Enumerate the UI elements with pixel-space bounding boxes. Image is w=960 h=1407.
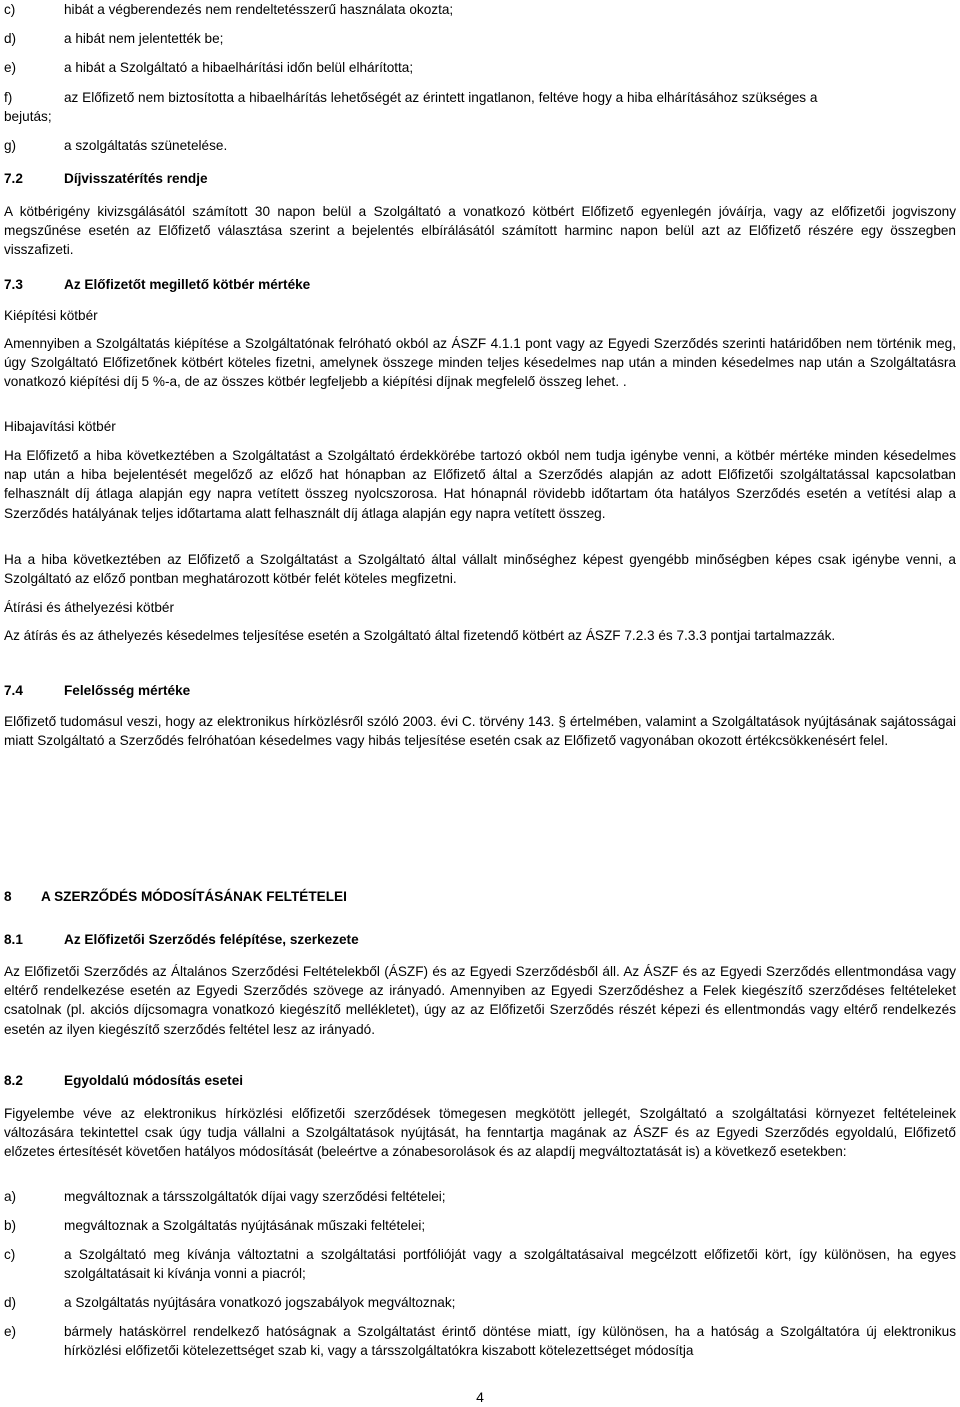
paragraph: Ha Előfizető a hiba következtében a Szolgáltatást a Szolgáltató érdekkörébe tartozó okból nem tudja igénybe venni, a kötbér mértéke minden késedelmes nap után a hiba bejelentését megelőző az előző hat hónapban az Előfizető által a Szerződés alapján az adott Előfizetői szolgáltatással kapcsolatban felhasznált díj átlaga alapján egy napra vetített összeg nyolcszorosa. Hat hónapnál rövidebb időtartam óta hatályos Szerződés esetén a vetítési alap a Szerződés hatályának teljes időtartama alatt felhasznált díj átlaga alapján egy napra vetített összeg. [4, 448, 956, 521]
subheading: Kiépítési kötbér [4, 308, 98, 323]
section-number: 7.2 [4, 171, 23, 186]
list-text: megváltoznak a Szolgáltatás nyújtásának műszaki feltételei; [64, 1218, 426, 1233]
list-marker: e) [4, 1324, 17, 1339]
list-marker: c) [4, 2, 16, 17]
list-item-f [4, 88, 956, 126]
paragraph: Előfizető tudomásul veszi, hogy az elektronikus hírközlésről szóló 2003. évi C. törvény 143. § értelmében, valamint a Szolgáltatások nyújtásának sajátosságai miatt Szolgáltató a Szerződés felróhatóan késedelmes vagy hibás teljesítése esetén csak az Előfizető vagyonában okozott értékcsökkenésért felel. [4, 714, 956, 749]
list-marker: b) [4, 1218, 17, 1233]
list-text: bármely hatáskörrel rendelkező hatóságnak a Szolgáltatást érintő döntése miatt, így különösen, ha a hatóság a Szolgáltatóra új elektronikus hírközlési előfizetői kötelezettséget szab ki, vagy a társszolgáltatókra kiszabott kötelezettséget módosítja [64, 1324, 956, 1359]
section-title: Az Előfizetőt megillető kötbér mértéke [64, 277, 311, 292]
section-title: Egyoldalú módosítás esetei [64, 1073, 244, 1088]
list-item-d [4, 29, 956, 48]
list-item-a [4, 1187, 956, 1206]
section-heading-7-3 [4, 275, 956, 294]
section-heading-7-2 [4, 169, 956, 188]
paragraph: Az Előfizetői Szerződés az Általános Szerződési Feltételekből (ÁSZF) és az Egyedi Szerződésből áll. Az ÁSZF és az Egyedi Szerződés ellentmondása vagy eltérő rendelkezése esetén az Egyedi Szerződés szövege az irányadó. Amennyiben az Egyedi Szerződéshez a Felek kiegészítő szerződéses feltételeket csatolnak (pl. akciós díjcsomagra vonatkozó kiegészítő mellékletet), úgy az az Előfizetői Szerződés részét képezi és ellentmondás vagy eltérő rendelkezés esetén az ilyen kiegészítő szerződés feltétel lesz az irányadó. [4, 964, 956, 1037]
list-text: a hibát nem jelentették be; [64, 31, 224, 46]
list-text: a szolgáltatás szünetelése. [64, 138, 228, 153]
list-text-continuation: bejutás; [4, 109, 52, 125]
list-marker: c) [4, 1247, 16, 1262]
list-marker: e) [4, 60, 17, 75]
section-title: Díjvisszatérítés rendje [64, 171, 208, 186]
list-marker: a) [4, 1189, 17, 1204]
list-text: az Előfizető nem biztosította a hibaelhárítás lehetőségét az érintett ingatlanon, feltéve hogy a hiba elhárításához szükséges a [64, 90, 818, 105]
section-number: 7.4 [4, 683, 23, 698]
paragraph: A kötbérigény kivizsgálásától számított 30 napon belül a Szolgáltató a vonatkozó kötbért Előfizető egyenlegén jóváírja, vagy az előfizetői jogviszony megszűnése esetén az Előfizető választása szerint a bejelentés elbírálásától számított harminc napon belül azt az Előfizető részére egy összegben visszafizeti. [4, 204, 956, 258]
section-title: Felelősség mértéke [64, 683, 191, 698]
section-number: 7.3 [4, 277, 23, 292]
section-heading-8-1 [4, 930, 956, 949]
list-text: a hibát a Szolgáltató a hibaelhárítási időn belül elhárította; [64, 60, 414, 75]
list-item-b [4, 1216, 956, 1235]
list-marker: d) [4, 1295, 17, 1310]
list-text: a Szolgáltatás nyújtására vonatkozó jogszabályok megváltoznak; [64, 1295, 456, 1310]
section-number: 8.1 [4, 932, 23, 947]
section-heading-7-4 [4, 681, 956, 700]
list-text: hibát a végberendezés nem rendeltetésszerű használata okozta; [64, 2, 454, 17]
list-marker: f) [4, 90, 13, 105]
list-marker: d) [4, 31, 17, 46]
list-item-g [4, 136, 956, 155]
list-text: megváltoznak a társszolgáltatók díjai vagy szerződési feltételei; [64, 1189, 446, 1204]
paragraph: Figyelembe véve az elektronikus hírközlési előfizetői szerződések tömegesen megkötött jellegét, Szolgáltató a szolgáltatási környezet feltételeinek változására tekintettel csak úgy tudja vállalni a Szolgáltatások nyújtását, ha fenntartja magának az ÁSZF és az Egyedi Szerződés egyoldalú, Előfizető előzetes értesítését követően hatályos módosítását (beleértve a zónabesorolások és az alapdíj megváltoztatását is) a következő esetekben: [4, 1106, 956, 1160]
list-item-c [4, 1245, 956, 1283]
section-title: Az Előfizetői Szerződés felépítése, szerkezete [64, 932, 359, 947]
subheading: Átírási és áthelyezési kötbér [4, 600, 175, 615]
page-number: 4 [476, 1389, 484, 1405]
section-title: A SZERZŐDÉS MÓDOSÍTÁSÁNAK FELTÉTELEI [41, 889, 347, 904]
paragraph: Az átírás és az áthelyezés késedelmes teljesítése esetén a Szolgáltató által fizetendő kötbért az ÁSZF 7.2.3 és 7.3.3 pontjai tartalmazzák. [4, 628, 836, 643]
list-item-d [4, 1293, 956, 1312]
list-text: a Szolgáltató meg kívánja változtatni a szolgáltatási portfólióját vagy a szolgáltatásaival megcélzott előfizetői kört, így különösen, ha egyes szolgáltatásait ki kívánja vonni a piacról; [64, 1247, 956, 1282]
list-item-c [4, 0, 956, 19]
paragraph: Amennyiben a Szolgáltatás kiépítése a Szolgáltatónak felróható okból az ÁSZF 4.1.1 pont vagy az Egyedi Szerződés szerinti határidőben nem történik meg, úgy Szolgáltató Előfizetőnek kötbért köteles fizetni, amelynek összege minden teljes késedelmes nap után a minden késedelmes nap után a Szolgáltatásra vonatkozó kiépítési díj 5 %-a, de az összes kötbér legfeljebb a kiépítési díjnak megfelelő összeg lehet. . [4, 336, 956, 390]
paragraph: Ha a hiba következtében az Előfizető a Szolgáltatást a Szolgáltató által vállalt minőséghez képest gyengébb minőségben képes csak igénybe venni, a Szolgáltató az előző pontban meghatározott kötbér felét köteles megfizetni. [4, 552, 956, 587]
section-number: 8.2 [4, 1073, 23, 1088]
list-item-e [4, 58, 956, 77]
list-item-e [4, 1322, 956, 1360]
section-heading-8-2 [4, 1071, 956, 1090]
chapter-heading-8 [4, 887, 956, 906]
subheading: Hibajavítási kötbér [4, 419, 116, 434]
list-marker: g) [4, 138, 17, 153]
section-number: 8 [4, 889, 12, 904]
